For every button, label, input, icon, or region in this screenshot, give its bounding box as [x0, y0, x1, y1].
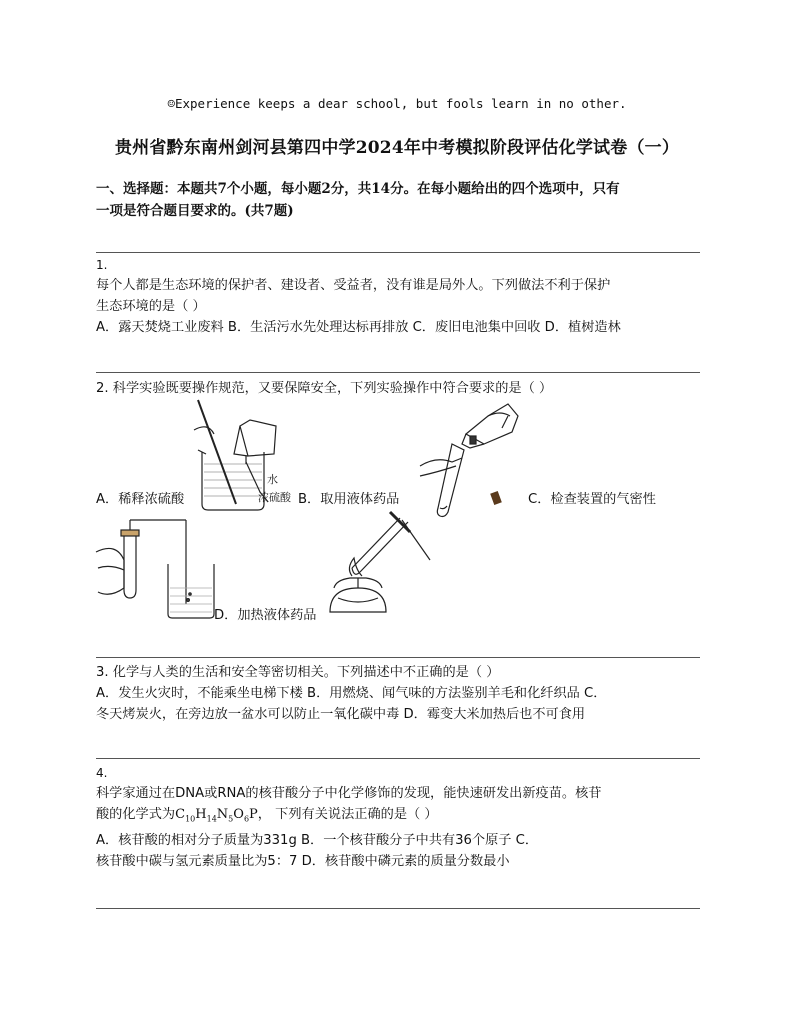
page-title: 贵州省黔东南州剑河县第四中学2024年中考模拟阶段评估化学试卷（一） [114, 138, 680, 158]
question-4-options-line-1: A．核苷酸的相对分子质量为331g B．一个核苷酸分子中共有36个原子 C． [96, 832, 539, 848]
question-2-option-b: B．取用液体药品 [298, 492, 400, 507]
experiment-illustrations [90, 392, 710, 632]
pouring-reagent-figure [420, 404, 518, 517]
alcohol-lamp-figure [330, 512, 430, 612]
question-3-stem: 3. 化学与人类的生活和安全等密切相关。下列描述中不正确的是（ ） [96, 665, 500, 680]
question-1-number: 1. [96, 258, 108, 272]
nucleotide-formula: $C_{10}H_{14}N_5O_6P$ [175, 807, 258, 824]
question-4-stem-line-2 [96, 804, 701, 830]
question-1-options: A．露天焚烧工业废料 B．生活污水先处理达标再排放 C．废旧电池集中回收 D．植树造林 [96, 320, 621, 335]
airtightness-figure [490, 491, 502, 505]
question-3 [96, 662, 701, 725]
question-1 [96, 275, 701, 338]
section-heading [96, 178, 706, 222]
water-label: 水 [267, 473, 278, 486]
question-2-option-d: D．加热液体药品 [214, 608, 317, 623]
section-heading-line-2: 一项是符合题目要求的。(共7题) [96, 203, 294, 219]
divider [96, 908, 700, 909]
question-2-option-a: A．稀释浓硫酸 [96, 492, 185, 507]
question-4-stem-prefix: 酸的化学式为 [96, 807, 176, 822]
question-1-stem-line-2: 生态环境的是（ ） [96, 299, 206, 314]
divider [96, 372, 700, 373]
question-1-stem-line-1: 每个人都是生态环境的保护者、建设者、受益者，没有谁是局外人。下列做法不利于保护 [96, 278, 611, 293]
divider [96, 252, 700, 253]
question-4-stem-line-1: 科学家通过在DNA或RNA的核苷酸分子中化学修饰的发现，能快速研发出新疫苗。核苷 [96, 786, 602, 801]
question-2-stem: 2. 科学实验既要操作规范，又要保障安全，下列实验操作中符合要求的是（ ） [96, 381, 553, 396]
divider [96, 657, 700, 658]
question-4-stem-suffix: ， 下列有关说法正确的是（ ） [257, 807, 438, 822]
section-heading-line-1: 一、选择题：本题共7个小题，每小题2分，共14分。在每小题给出的四个选项中，只有 [96, 181, 620, 197]
question-3-options-line-2: 冬天烤炭火，在旁边放一盆水可以防止一氧化碳中毒 D．霉变大米加热后也不可食用 [96, 707, 586, 722]
question-4-number: 4. [96, 766, 108, 780]
divider [96, 758, 700, 759]
gas-tightness-apparatus [96, 520, 214, 618]
question-4 [96, 783, 701, 872]
motto: ☺Experience keeps a dear school, but fools learn in no other. [167, 96, 627, 111]
question-3-options-line-1: A．发生火灾时，不能乘坐电梯下楼 B．用燃烧、闻气味的方法鉴别羊毛和化纤织品 C． [96, 686, 607, 701]
question-2-option-c: C．检查装置的气密性 [528, 492, 656, 507]
question-4-options-line-2: 核苷酸中碳与氢元素质量比为5：7 D．核苷酸中磷元素的质量分数最小 [96, 853, 510, 869]
concentrated-acid-label: 浓硫酸 [258, 491, 291, 504]
